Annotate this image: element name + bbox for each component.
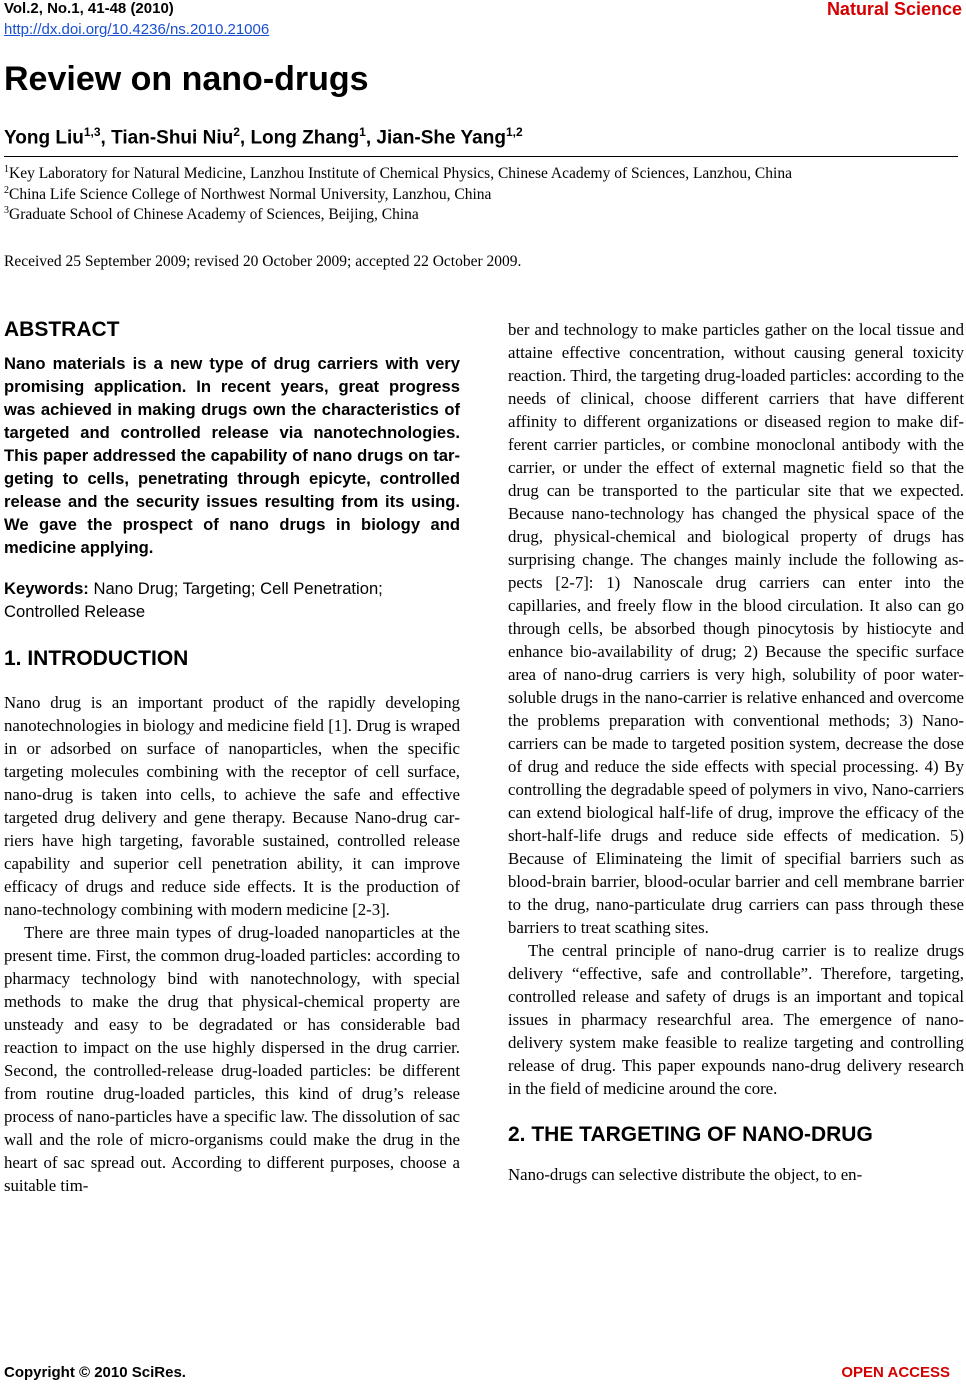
- affiliation: [4, 185, 491, 204]
- affiliation-text: China Life Science College of Northwest Normal University, Lanzhou, China: [9, 186, 492, 204]
- affiliation-number: 3: [4, 205, 9, 216]
- open-access-label: OPEN ACCESS: [841, 1364, 950, 1381]
- abstract-heading: ABSTRACT: [4, 318, 120, 341]
- affiliation-marker: 1: [359, 125, 366, 139]
- body-paragraph: There are three main types of drug-loaded nanoparticles at the present time. First, the common drug-loaded particles: according to pharmacy technology bind with nanotechnology, with special methods to make the drug that physical-chemical property are unsteady and easy to be degradated or has considerable bad reaction to impact on the use highly dispersed in the drug carrier. Second, the controlled-release drug-loaded particles: be different from routine drug-loaded particles, this kind of drug’s release process of nano-particles have a specific law. The dissolution of sac wall and the role of micro-organisms could make the drug in the heart of sac spread out. According to different purposes, choose a suitable tim-: [4, 923, 460, 1195]
- author-name: Jian-She Yang: [376, 127, 506, 149]
- author-list: [4, 125, 523, 149]
- left-column: [4, 318, 460, 1197]
- paper-title: Review on nano-drugs: [4, 60, 369, 98]
- body-paragraph: Nano drug is an important product of the rapidly developing nanotechnologies in biology and medicine field [1]. Drug is wraped in or adsorbed on surface of nanoparticles, when the specific targeting molecules combining with the receptor of cell surface, nano-drug is taken into cells, to achieve the safe and effective targeted drug delivery and gene therapy. Because Nano-drug carriers have high targeting, favorable sustained, controlled release capability and superior cell penetration ability, it can improve efficacy of drugs and reduce side effects. It is the production of nano-technology combining with modern medicine [2-3].: [4, 693, 460, 919]
- affiliation: [4, 205, 419, 224]
- author-name: Yong Liu: [4, 127, 84, 149]
- journal-reference: Vol.2, No.1, 41-48 (2010): [4, 0, 174, 17]
- header-divider: [4, 156, 958, 157]
- author-separator: ,: [239, 127, 251, 149]
- section-heading-targeting: 2. THE TARGETING OF NANO-DRUG: [508, 1123, 873, 1146]
- affiliation-text: Graduate School of Chinese Academy of Sciences, Beijing, China: [9, 206, 419, 224]
- doi-link[interactable]: http://dx.doi.org/10.4236/ns.2010.21006: [4, 21, 270, 38]
- affiliation-marker: 2: [233, 125, 240, 139]
- body-paragraph: Nano-drugs can selective distribute the object, to en-: [508, 1165, 863, 1184]
- keywords-text: Nano Drug; Targeting; Cell Penetration; Controlled Release: [4, 579, 383, 621]
- affiliation-number: 2: [4, 185, 9, 196]
- affiliation: [4, 164, 792, 183]
- keywords-label: Keywords:: [4, 579, 89, 598]
- copyright-notice: Copyright © 2010 SciRes.: [4, 1364, 186, 1381]
- affiliation-marker: 1,3: [83, 125, 101, 139]
- keywords: [4, 577, 460, 623]
- section-heading-introduction: 1. INTRODUCTION: [4, 647, 189, 670]
- author-separator: ,: [365, 127, 377, 149]
- affiliation-text: Key Laboratory for Natural Medicine, Lanzhou Institute of Chemical Physics, Chinese Academy of Sciences, Lanzhou, China: [9, 165, 792, 183]
- abstract-text: Nano materials is a new type of drug carriers with very promising application. In recent years, great progress was achieved in making drugs own the characteristics of targeted and controlled release via nanotechnologies. This paper addressed the capability of nano drugs on targeting to cells, penetrating through epicyte, controlled release and the security issues resulting from its using. We gave the prospect of nano drugs in biology and medicine applying.: [4, 354, 460, 557]
- right-column: [508, 318, 964, 1186]
- received-dates: Received 25 September 2009; revised 20 October 2009; accepted 22 October 2009.: [4, 253, 522, 270]
- affiliation-marker: 1,2: [505, 125, 523, 139]
- journal-name: Natural Science: [826, 0, 962, 19]
- author-name: Long Zhang: [250, 127, 360, 149]
- body-paragraph: The central principle of nano-drug carrier is to realize drugs delivery “effective, safe and controllable”. Therefore, targeting, controlled release and safety of drugs is an important and topical issues in pharmacy researchful area. The emergence of nano-delivery system make feasible to realize targeting and controlling release of drug. This paper expounds nano-drug delivery research in the field of medicine around the core.: [508, 941, 964, 1098]
- body-paragraph: ber and technology to make particles gather on the local tissue and attaine effective concentration, without causing general toxicity reaction. Third, the targeting drug-loaded particles: according to the needs of clinical, choose different carriers that have different affinity to different organizations or diseased region to make different carrier particles, or combine monoclonal antibody with the carrier, or under the effect of external magnetic field so that the drug can be transported to the particular site that we expected. Because nano-technology has changed the physical space of the drug, physical-chemical and biological property of drugs has surprising change. The changes mainly include the following aspects [2-7]: 1) Nanoscale drug carriers can enter into the capillaries, and freely flow in the blood circulation. It also can go through cells, be absorbed though pinocytosis by histiocyte and enhance bio-availability of drug; 2) Because the specific surface area of nano-drug carriers is very high, solubility of poor water-soluble drugs in the nano-carrier is relative enhanced and overcome the problems preparation with conventional methods; 3) Nano-carriers can be made to targeted position system, decrease the dose of drug and reduce the side effects with special processing. 4) By controlling the degradable speed of polymers in vivo, Nano-carriers can extend biological half-life of drug, improve the efficacy of the short-half-life drugs and reduce side effects of medication. 5) Because of Eliminateing the limit of specifial barriers such as blood-brain barrier, blood-ocular barrier and cell membrane barrier to the drug, nano-particulate drug carriers can pass through these barriers to treat scathing sites.: [508, 320, 964, 937]
- affiliation-number: 1: [4, 164, 9, 175]
- author-name: Tian-Shui Niu: [111, 127, 234, 149]
- author-separator: ,: [100, 127, 112, 149]
